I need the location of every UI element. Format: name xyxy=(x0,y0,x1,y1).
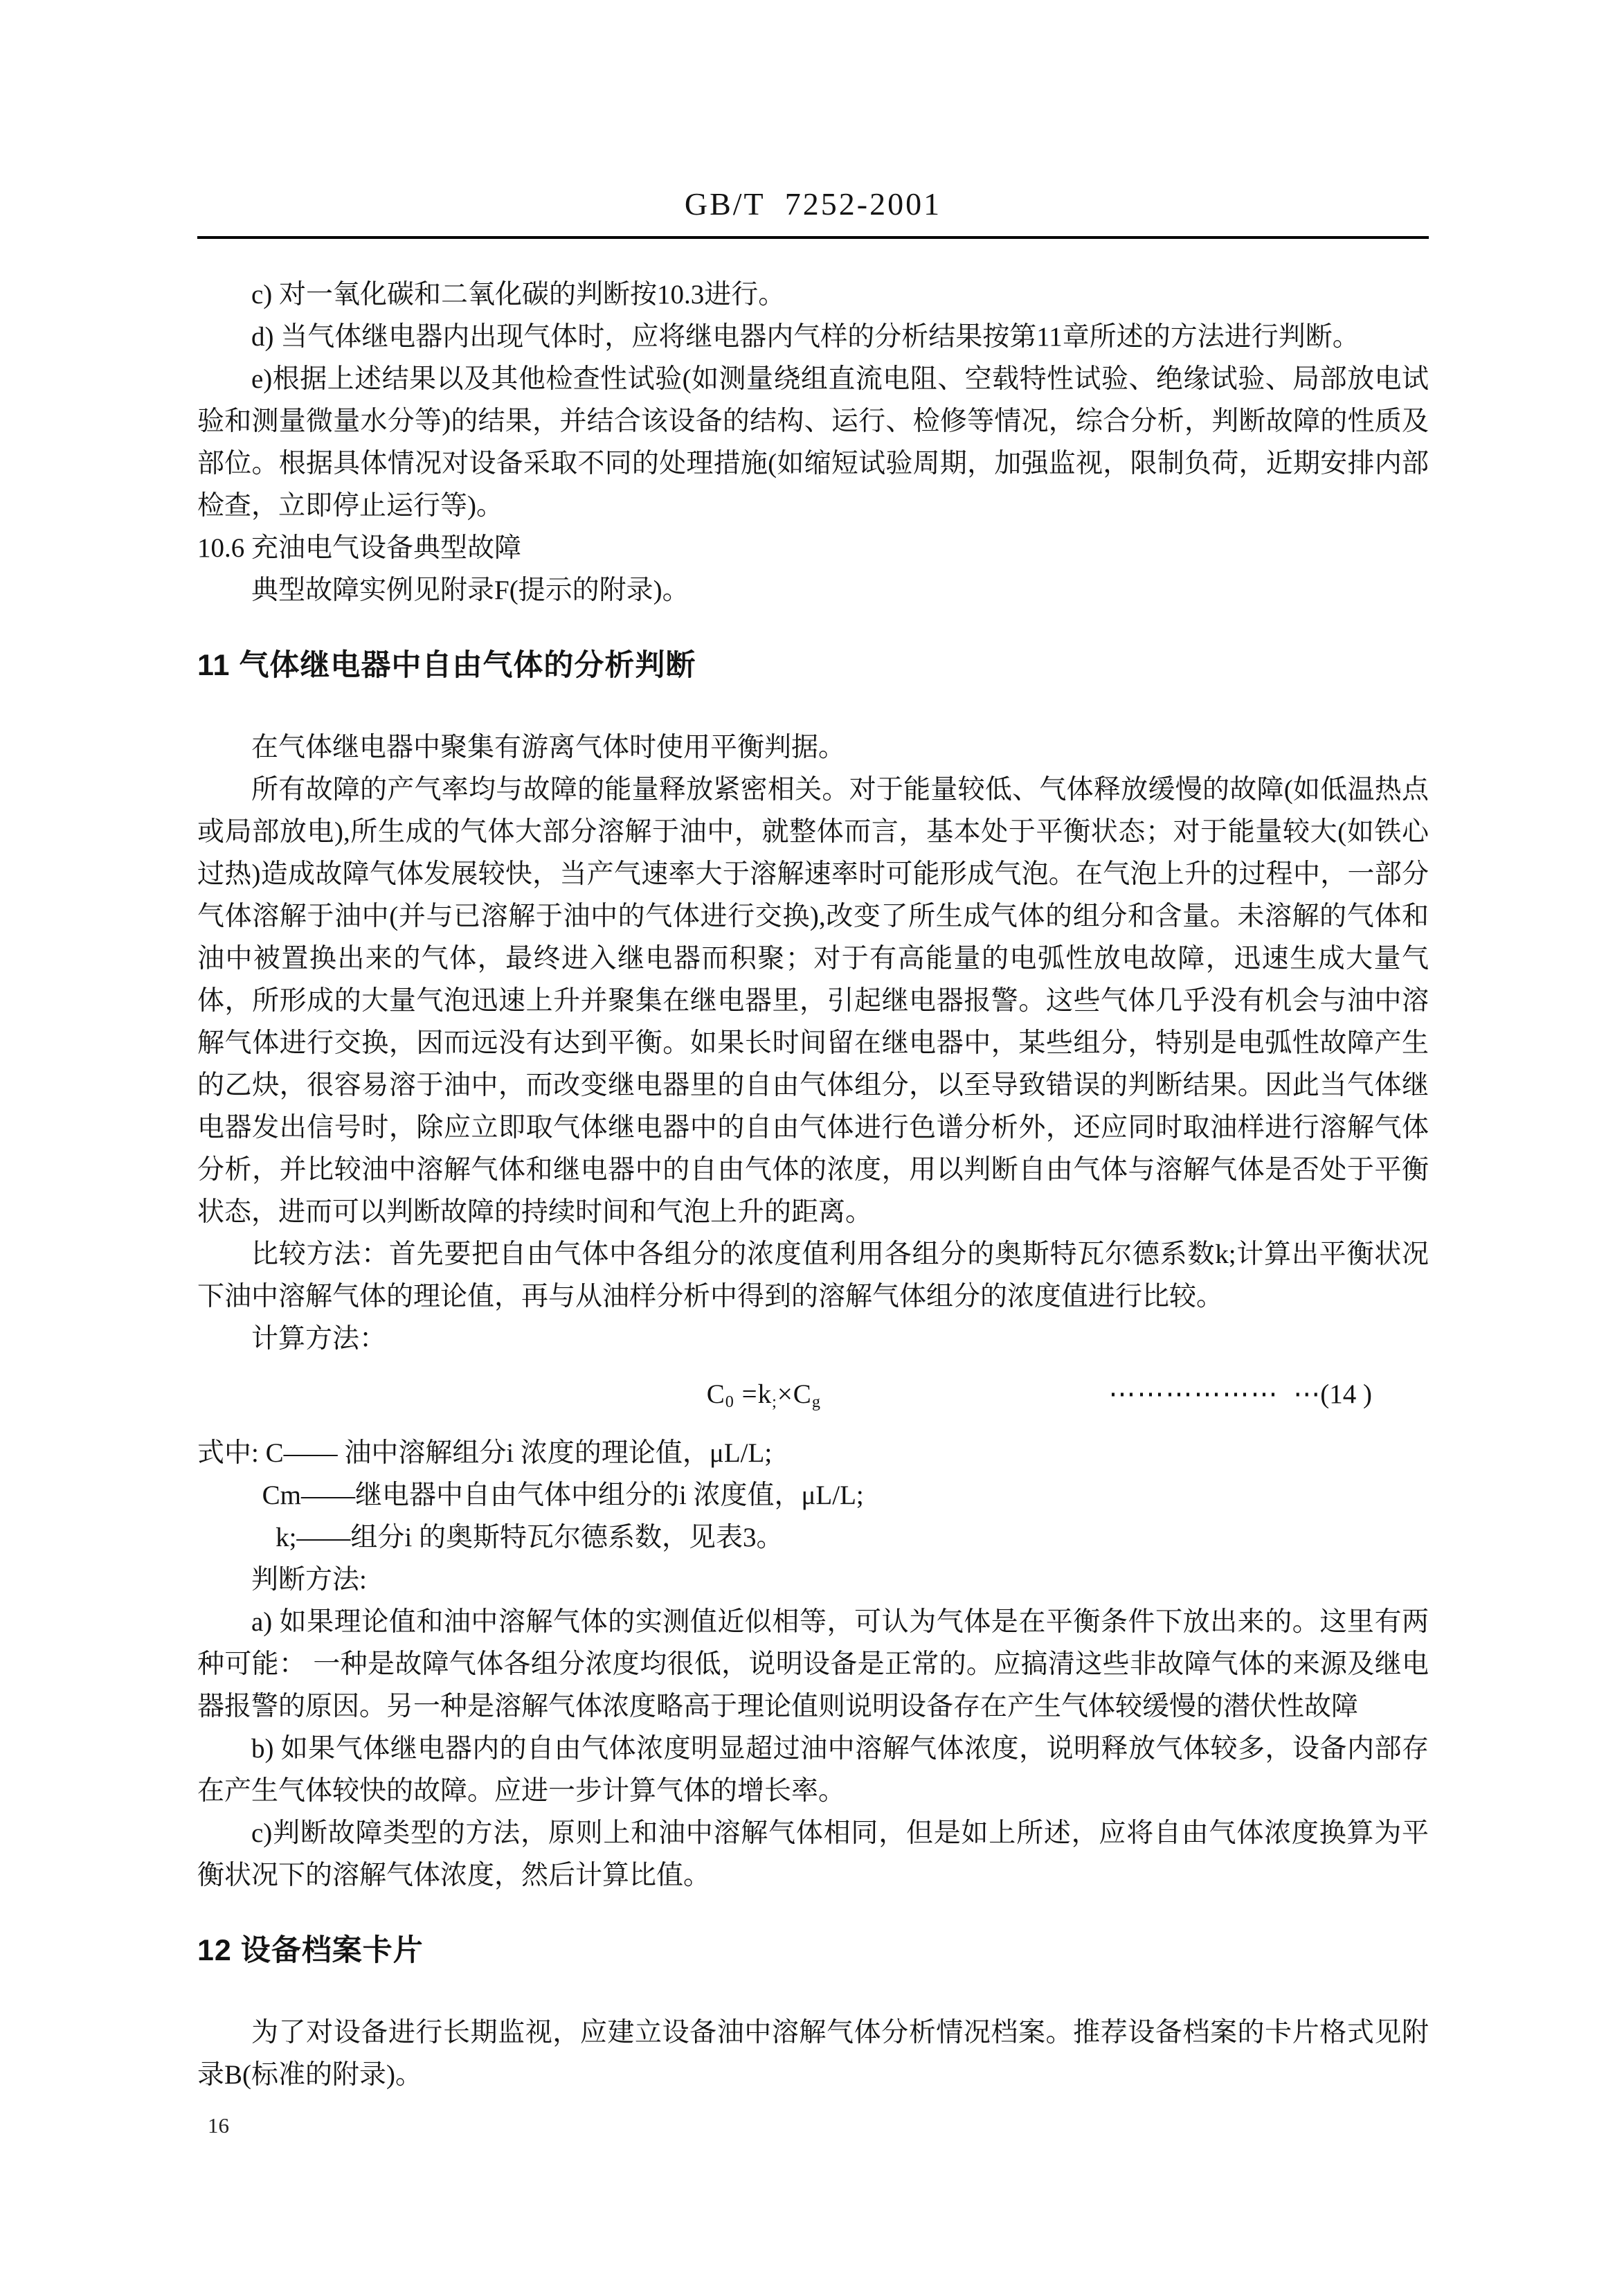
equation-14-formula xyxy=(707,1370,821,1427)
formula-mid: =k xyxy=(734,1379,773,1409)
clause-10-6-title: 10.6 充油电气设备典型故障 xyxy=(197,533,522,563)
section-11-paragraph-b: b) 如果气体继电器内的自由气体浓度明显超过油中溶解气体浓度，说明释放气体较多，设备内部存在产生气体较快的故障。应进一步计算气体的增长率。 xyxy=(197,1734,1429,1806)
page-number: 16 xyxy=(208,2113,229,2138)
section-11-paragraph-calc-method: 计算方法： xyxy=(251,1324,387,1354)
section-12-paragraph-1: 为了对设备进行长期监视，应建立设备油中溶解气体分析情况档案。推荐设备档案的卡片格式见附录B(标准的附录)。 xyxy=(197,2018,1429,2090)
paragraph-item-d: d) 当气体继电器内出现气体时，应将继电器内气样的分析结果按第11章所述的方法进行判断。 xyxy=(251,322,1360,352)
formula-definition-line-2: Cm——继电器中自由气体中组分的i 浓度值，μL/L; xyxy=(262,1480,864,1510)
equation-row xyxy=(197,1370,1429,1419)
equation-number: ⋯(14 ) xyxy=(1293,1379,1373,1409)
formula-rhs-subscript: g xyxy=(811,1392,821,1412)
section-11-paragraph-2: 所有故障的产气率均与故障的能量释放紧密相关。对于能量较低、气体释放缓慢的故障(如低温热点或局部放电),所生成的气体大部分溶解于油中，就整体而言，基本处于平衡状态；对于能量较大(如铁心过热)造成故障气体发展较快，当产气速率大于溶解速率时可能形成气泡。在气泡上升的过程中，一部分气体溶解于油中(并与已溶解于油中的气体进行交换),改变了所生成气体的组分和含量。未溶解的气体和油中被置换出来的气体，最终进入继电器而积聚；对于有高能量的电弧性放电故障，迅速生成大量气体，所形成的大量气泡迅速上升并聚集在继电器里，引起继电器报警。这些气体几乎没有机会与油中溶解气体进行交换，因而远没有达到平衡。如果长时间留在继电器中，某些组分，特别是电弧性故障产生的乙炔，很容易溶于油中，而改变继电器里的自由气体组分，以至导致错误的判断结果。因此当气体继电器发出信号时，除应立即取气体继电器中的自由气体进行色谱分析外，还应同时取油样进行溶解气体分析，并比较油中溶解气体和继电器中的自由气体的浓度，用以判断自由气体与溶解气体是否处于平衡状态，进而可以判断故障的持续时间和气泡上升的距离。 xyxy=(197,775,1429,1227)
paragraph-item-e: e)根据上述结果以及其他检查性试验(如测量绕组直流电阻、空载特性试验、绝缘试验、局部放电试验和测量微量水分等)的结果，并结合该设备的结构、运行、检修等情况，综合分析，判断故障的性质及部位。根据具体情况对设备采取不同的处理措施(如缩短试验周期，加强监视，限制负荷，近期安排内部检查，立即停止运行等)。 xyxy=(197,364,1429,521)
section-11-paragraph-judge-method: 判断方法: xyxy=(251,1565,367,1595)
section-11-paragraph-compare-method: 比较方法：首先要把自由气体中各组分的浓度值利用各组分的奥斯特瓦尔德系数k;计算出平衡状况下油中溶解气体的理论值，再与从油样分析中得到的溶解气体组分的浓度值进行比较。 xyxy=(197,1239,1429,1311)
formula-rhs: ×C xyxy=(777,1379,812,1409)
clause-10-6-body: 典型故障实例见附录F(提示的附录)。 xyxy=(251,575,689,605)
section-11-paragraph-c: c)判断故障类型的方法，原则上和油中溶解气体相同，但是如上所述，应将自由气体浓度换算为平衡状况下的溶解气体浓度，然后计算比值。 xyxy=(197,1818,1429,1890)
equation-leader-dots: ⋯⋯⋯⋯⋯⋯ xyxy=(1108,1379,1279,1409)
formula-definition-line-1: 式中: C—— 油中溶解组分i 浓度的理论值，μL/L; xyxy=(197,1438,773,1468)
formula-mid-subscript: ; xyxy=(772,1392,777,1412)
section-11-paragraph-1: 在气体继电器中聚集有游离气体时使用平衡判据。 xyxy=(251,733,846,762)
formula-definition-line-3: k;——组分i 的奥斯特瓦尔德系数，见表3。 xyxy=(276,1523,784,1552)
section-heading-12: 12 设备档案卡片 xyxy=(197,1934,424,1967)
formula-lhs-subscript: 0 xyxy=(725,1392,734,1412)
header-rule xyxy=(197,236,1429,239)
section-11-paragraph-a: a) 如果理论值和油中溶解气体的实测值近似相等，可认为气体是在平衡条件下放出来的。这里有两种可能： 一种是故障气体各组分浓度均很低，说明设备是正常的。应搞清这些非故障气体的来源及继电器报警的原因。另一种是溶解气体浓度略高于理论值则说明设备存在产生气体较缓慢的潜伏性故障 xyxy=(197,1607,1429,1721)
formula-lhs: C xyxy=(706,1379,725,1409)
standard-number-header: GB/T 7252-2001 xyxy=(684,186,942,222)
section-heading-11: 11 气体继电器中自由气体的分析判断 xyxy=(197,649,696,682)
paragraph-item-c: c) 对一氧化碳和二氧化碳的判断按10.3进行。 xyxy=(251,280,786,310)
